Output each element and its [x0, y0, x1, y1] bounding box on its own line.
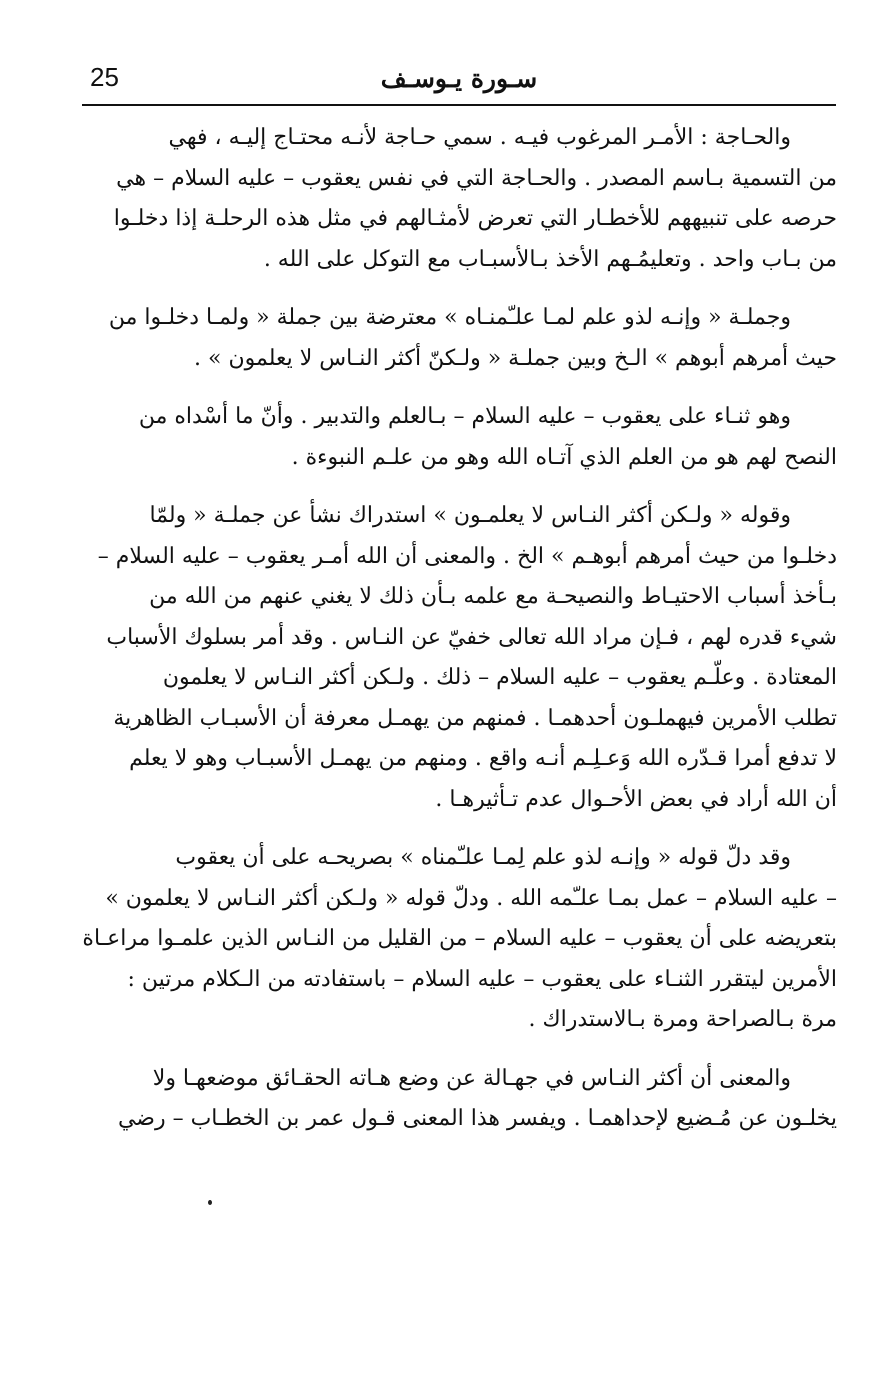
text-line: حرصه على تنبيههم للأخطـار التي تعرض لأمثـالهم في مثل هذه الرحلـة إذا دخلـوا	[113, 206, 837, 231]
paragraph-need-definition	[80, 118, 837, 280]
paragraph-meaning	[80, 1059, 837, 1140]
ink-speck	[208, 1200, 212, 1205]
text-line: والحـاجة : الأمـر المرغوب فيـه . سمي حـاجة لأنـه محتـاج إليـه ، فهي	[168, 125, 791, 150]
paragraph-istidrak	[80, 496, 837, 820]
text-line: والمعنى أن أكثر النـاس في جهـالة عن وضع هـاته الحقـائق موضعهـا ولا	[152, 1065, 791, 1091]
text-line: من بـاب واحد . وتعليمُـهم الأخذ بـالأسبـاب مع التوكل على الله .	[263, 246, 837, 272]
paragraph-praise-of-yaqub	[80, 397, 837, 478]
text-line: وقوله « ولـكن أكثر النـاس لا يعلمـون » استدراك نشأ عن جملـة « ولمّا	[149, 503, 791, 528]
header-rule	[82, 104, 836, 106]
text-line: أن الله أراد في بعض الأحـوال عدم تـأثيرهـا .	[435, 786, 837, 812]
text-line: حيث أمرهم أبوهم » الـخ وبين جملـة « ولـكنّ أكثر النـاس لا يعلمون » .	[194, 345, 837, 371]
text-line: دخلـوا من حيث أمرهم أبوهـم » الخ . والمعنى أن الله أمـر يعقوب – عليه السلام –	[97, 543, 837, 569]
text-line: من التسمية بـاسم المصدر . والحـاجة التي في نفس يعقوب – عليه السلام – هي	[116, 165, 837, 191]
text-line: وهو ثنـاء على يعقوب – عليه السلام – بـالعلم والتدبير . وأنّ ما أسْداه من	[138, 404, 791, 429]
body-text	[80, 118, 837, 1140]
text-line: المعتادة . وعلّـم يعقوب – عليه السلام – ذلك . ولـكن أكثر النـاس لا يعلمون	[162, 665, 837, 690]
page-header	[82, 60, 836, 106]
text-line: لا تدفع أمرا قـدّره الله وَعـلِـم أنـه واقع . ومنهم من يهمـل الأسبـاب وهو لا يعلم	[129, 746, 837, 771]
paragraph-parenthetical-clause	[80, 298, 837, 379]
page-number: 25	[90, 62, 119, 92]
paragraph-indication	[80, 838, 837, 1041]
text-line: يخلـون عن مُـضيع لإحداهمـا . ويفسر هذا المعنى قـول عمر بن الخطـاب – رضي	[117, 1106, 837, 1131]
text-line: – عليه السلام – عمل بمـا علـّمه الله . ودلّ قوله « ولـكن أكثر النـاس لا يعلمون »	[105, 885, 837, 911]
text-line: الأمرين ليتقرر الثنـاء على يعقوب – عليه السلام – باستفادته من الـكلام مرتين :	[127, 966, 837, 992]
text-line: النصح لهم هو من العلم الذي آتـاه الله وهو من علـم النبوءة .	[291, 444, 837, 470]
text-line: وجملـة « وإنـه لذو علم لمـا علـّمنـاه » معترضة بين جملة « ولمـا دخلـوا من	[108, 305, 791, 330]
text-line: وقد دلّ قوله « وإنـه لذو علم لِمـا علـّمناه » بصريحـه على أن يعقوب	[175, 845, 791, 870]
text-line: بتعريضه على أن يعقوب – عليه السلام – من القليل من النـاس الذين علمـوا مراعـاة	[82, 926, 837, 951]
text-line: بـأخذ أسباب الاحتيـاط والنصيحـة مع علمه بـأن ذلك لا يغني عنهم من الله من	[149, 584, 837, 609]
running-title: سـورة يـوسـف	[380, 64, 538, 93]
text-line: شيء قدره لهم ، فـإن مراد الله تعالى خفيّ عن النـاس . وقد أمر بسلوك الأسباب	[106, 624, 837, 650]
text-line: مرة بـالصراحة ومرة بـالاستدراك .	[528, 1007, 837, 1032]
text-line: تطلب الأمرين فيهملـون أحدهمـا . فمنهم من يهمـل معرفة أن الأسبـاب الظاهرية	[113, 705, 837, 731]
